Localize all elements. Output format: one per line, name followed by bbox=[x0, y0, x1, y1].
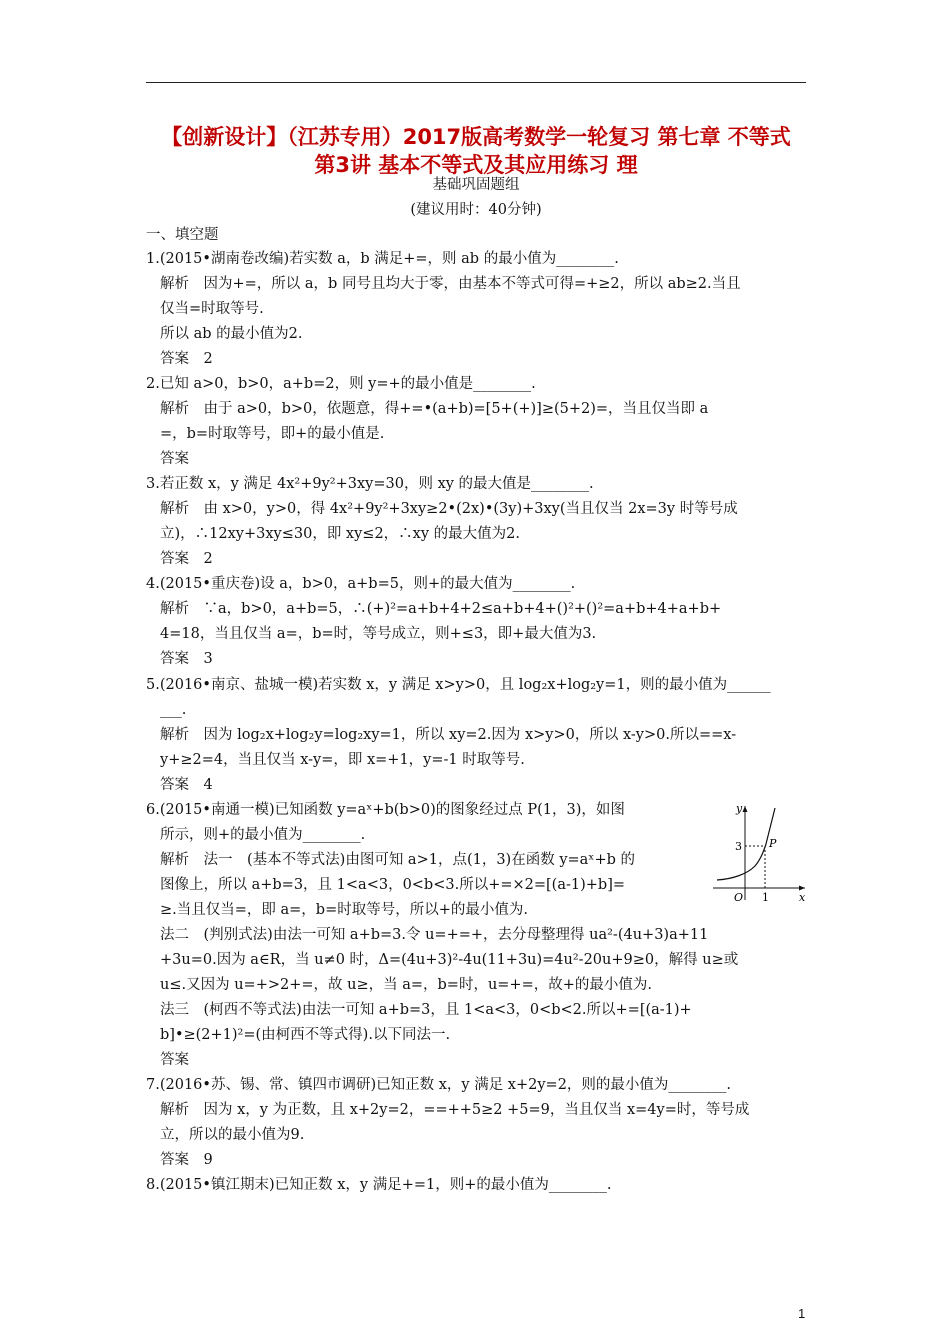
solution-line: 解析 ∵a，b>0，a+b=5，∴(+)²=a+b+4+2≤a+b+4+()²+()²=a+b+4+a+b+ bbox=[160, 601, 722, 617]
answer-line: 答案 4 bbox=[160, 777, 213, 793]
solution-line: 解析 由 x>0，y>0，得 4x²+9y²+3xy≥2•(2x)•(3y)+3xy(当且仅当 2x=3y 时等号成 bbox=[160, 501, 738, 517]
problem-8-line: 8.(2015•镇江期末)已知正数 x，y 满足+=1，则+的最小值为________. bbox=[146, 1177, 612, 1193]
page-number: 1 bbox=[798, 1306, 806, 1321]
solution-line: y+≥2=4，当且仅当 x-y=，即 x=+1，y=-1 时取等号. bbox=[160, 752, 525, 768]
solution-line: 解析 因为 x，y 为正数，且 x+2y=2，==++5≥2 +5=9，当且仅当 x=4y=时，等号成 bbox=[160, 1102, 750, 1118]
solution-line: ≥.当且仅当=，即 a=，b=时取等号，所以+的最小值为. bbox=[160, 902, 528, 918]
problem-5-line: ___. bbox=[160, 702, 187, 718]
x-axis-label: x bbox=[799, 891, 806, 904]
solution-line: +3u=0.因为 a∈R，当 u≠0 时，Δ=(4u+3)²-4u(11+3u)=4u²-20u+9≥0，解得 u≥或 bbox=[160, 952, 739, 968]
problem-3-line: 3.若正数 x，y 满足 4x²+9y²+3xy=30，则 xy 的最大值是________. bbox=[146, 476, 594, 492]
answer-line: 答案 bbox=[160, 1052, 189, 1068]
solution-line: 法三 (柯西不等式法)由法一可知 a+b=3，且 1<a<3，0<b<2.所以+=[(a-1)+ bbox=[160, 1002, 692, 1018]
solution-line: 所以 ab 的最小值为2. bbox=[160, 326, 303, 342]
problem-6-line: 6.(2015•南通一模)已知函数 y=aˣ+b(b>0)的图象经过点 P(1，3)，如图 bbox=[146, 802, 625, 818]
solution-line: 解析 因为 log₂x+log₂y=log₂xy=1，所以 xy=2.因为 x>y>0，所以 x-y>0.所以==x- bbox=[160, 727, 737, 743]
point-label: P bbox=[769, 837, 777, 850]
subtitle: 基础巩固题组 bbox=[432, 177, 520, 193]
function-graph-figure bbox=[703, 800, 813, 904]
time-note: (建议用时：40分钟) bbox=[410, 202, 542, 218]
problem-7-line: 7.(2016•苏、锡、常、镇四市调研)已知正数 x，y 满足 x+2y=2，则的最小值为________. bbox=[146, 1077, 732, 1093]
answer-line: 答案 9 bbox=[160, 1152, 213, 1168]
answer-line: 答案 2 bbox=[160, 551, 213, 567]
exponential-curve bbox=[717, 808, 775, 880]
document-title-line1: 【创新设计】（江苏专用）2017版高考数学一轮复习 第七章 不等式 bbox=[161, 125, 791, 149]
solution-line: =，b=时取等号，即+的最小值是. bbox=[160, 426, 385, 442]
problem-1-line: 1.(2015•湖南卷改编)若实数 a，b 满足+=，则 ab 的最小值为________. bbox=[146, 251, 619, 267]
header-rule bbox=[146, 82, 806, 83]
solution-line: 解析 因为+=，所以 a，b 同号且均大于零，由基本不等式可得=+≥2，所以 ab≥2.当且 bbox=[160, 276, 741, 292]
x-axis-arrow bbox=[799, 886, 805, 891]
problem-2-line: 2.已知 a>0，b>0，a+b=2，则 y=+的最小值是________. bbox=[146, 376, 536, 392]
y-axis-label: y bbox=[736, 802, 743, 815]
origin-label: O bbox=[734, 891, 744, 904]
answer-line: 答案 3 bbox=[160, 651, 213, 667]
solution-line: 立，所以的最小值为9. bbox=[160, 1127, 305, 1143]
section-heading: 一、填空题 bbox=[146, 227, 219, 243]
problem-5-line: 5.(2016•南京、盐城一模)若实数 x，y 满足 x>y>0，且 log₂x+log₂y=1，则的最小值为______ bbox=[146, 677, 771, 693]
y-tick-label: 3 bbox=[735, 840, 742, 853]
problem-6-line: 所示，则+的最小值为________. bbox=[160, 827, 366, 843]
x-tick-label: 1 bbox=[762, 891, 769, 904]
solution-line: 法二 (判别式法)由法一可知 a+b=3.令 u=+=+，去分母整理得 ua²-(4u+3)a+11 bbox=[160, 927, 709, 943]
document-title-line2: 第3讲 基本不等式及其应用练习 理 bbox=[314, 153, 638, 177]
answer-line: 答案 bbox=[160, 451, 189, 467]
y-axis-arrow bbox=[743, 806, 748, 812]
solution-line: u≤.又因为 u=+>2+=，故 u≥，当 a=，b=时，u=+=，故+的最小值为. bbox=[160, 977, 652, 993]
solution-line: 解析 法一 (基本不等式法)由图可知 a>1，点(1，3)在函数 y=aˣ+b 的 bbox=[160, 852, 635, 868]
problem-4-line: 4.(2015•重庆卷)设 a，b>0，a+b=5，则+的最大值为________. bbox=[146, 576, 576, 592]
solution-line: 仅当=时取等号. bbox=[160, 301, 264, 317]
solution-line: 4=18，当且仅当 a=，b=时，等号成立，则+≤3，即+最大值为3. bbox=[160, 626, 597, 642]
answer-line: 答案 2 bbox=[160, 351, 213, 367]
solution-line: 解析 由于 a>0，b>0，依题意，得+=•(a+b)=[5+(+)]≥(5+2)=，当且仅当即 a bbox=[160, 401, 709, 417]
solution-line: b]•≥(2+1)²=(由柯西不等式得).以下同法一. bbox=[160, 1027, 451, 1043]
solution-line: 立)，∴12xy+3xy≤30，即 xy≤2，∴xy 的最大值为2. bbox=[160, 526, 520, 542]
solution-line: 图像上，所以 a+b=3，且 1<a<3，0<b<3.所以+=×2=[(a-1)+b]= bbox=[160, 877, 626, 893]
